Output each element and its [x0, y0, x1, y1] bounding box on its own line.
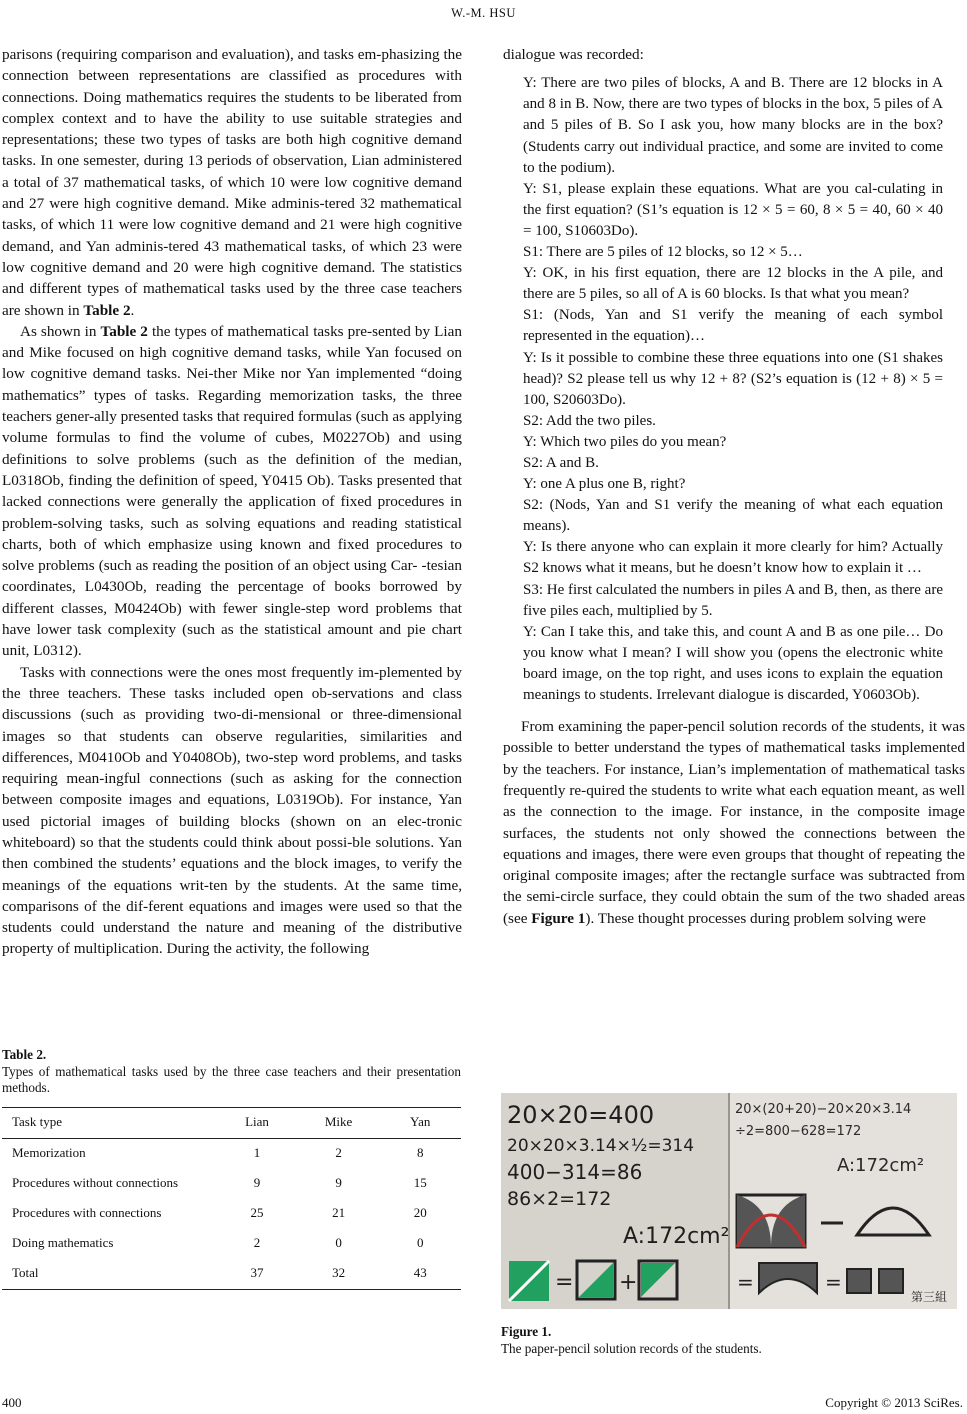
body-paragraph: parisons (requiring comparison and evaluation), and tasks em-phasizing the connection between representations are classified as procedures with connections. Doing mathematics requires the students to be liberated from complex context and to have the ability to use suitable strategies and representations; these two types of tasks are both high cognitive demand tasks. In one semester, during 13 periods of observation, Lian administered a total of 37 mathematical tasks, of which 10 were low cognitive demand and 27 were high cognitive demand. Mike adminis-tered 32 mathematical tasks, of which 11 were low cognitive demand and 21 were high cognitive demand, and Yan adminis-tered 43 mathematical tasks, of which 23 were low cognitive demand and 20 were high cognitive demand. The statistics and different types of mathematical tasks used by the three case teachers are shown in Table 2.: [2, 46, 462, 319]
table-cell: 9: [335, 1175, 342, 1191]
table-header-row: [2, 1107, 461, 1138]
dialogue-line: S1: (Nods, Yan and S1 verify the meaning of each symbol represented in the equation)…: [523, 307, 943, 345]
dialogue-line: S1: There are 5 piles of 12 blocks, so 12 × 5…: [523, 244, 803, 261]
table-cell: 21: [332, 1205, 346, 1221]
dialogue-block: [523, 73, 943, 706]
handwritten-equation: 20×20=400: [507, 1101, 655, 1129]
dialogue-line: Y: Can I take this, and take this, and count A and B as one pile… Do you know what I mean? I will show you (opens the electronic white board image, on the top right, and uses icons to explain the equation meanings to students. Irrelevant dialogue is discarded, Y0603Ob).: [523, 623, 943, 704]
table-cell: Doing mathematics: [12, 1235, 114, 1251]
column-header: Mike: [324, 1114, 353, 1130]
dialogue-line: S2: Add the two piles.: [523, 412, 656, 429]
table-cell: 0: [335, 1235, 342, 1251]
figure-description: The paper-pencil solution records of the students.: [501, 1341, 762, 1356]
handwritten-answer: A:172cm²: [623, 1224, 730, 1249]
figure-caption: [501, 1323, 762, 1357]
handwritten-equation: ÷2=800−628=172: [735, 1124, 862, 1139]
table-cell: 20: [413, 1205, 427, 1221]
table-cell: Procedures without connections: [12, 1175, 179, 1191]
figure-label: Figure 1.: [501, 1324, 552, 1339]
table-cell: 32: [332, 1265, 346, 1281]
data-table: [2, 1107, 461, 1290]
table-row: [2, 1199, 461, 1229]
page-number: 400: [2, 1395, 22, 1410]
table-cell: 43: [413, 1265, 427, 1281]
dialogue-line: Y: S1, please explain these equations. What are you cal-culating in the first equation? (S1’s equation is 12 × 5 = 60, 8 × 5 = 40, 60 × 40 = 100, S10603Do).: [523, 180, 943, 239]
svg-text:=: =: [825, 1270, 842, 1294]
handwritten-equation: 86×2=172: [507, 1188, 612, 1210]
handwritten-equation: 20×(20+20)−20×20×3.14: [735, 1102, 912, 1117]
left-column: [2, 44, 462, 960]
copyright-notice: Copyright © 2013 SciRes.: [825, 1395, 963, 1410]
svg-text:=: =: [555, 1270, 574, 1295]
table-cell: 8: [416, 1145, 424, 1161]
column-header: Yan: [410, 1114, 431, 1130]
table-cell: Total: [12, 1265, 39, 1281]
svg-text:+: +: [619, 1270, 638, 1295]
body-paragraph: Tasks with connections were the ones most frequently im-plemented by the three teachers. These tasks included open ob-servations and class discussions (such as providing two-di-mensional or three-dimensional images so that students can observe regularities, similarities and differences, M0410Ob and Y0408Ob), two-step word problems, and tasks requiring mean-ingful connections (such as asking for the connection between composite images and equations, L0319Ob). For instance, Yan used pictorial images of building blocks (shown on an elec-tronic whiteboard) so that the students could think about possi-ble solutions. Yan then combined the students’ equations and the block images, to verify the meanings of the equations writ-ten by the students. At the same time, comparisons of the dif-ferent equations and images were used so that the students could understand the nature and meaning of the distributive property of multiplication. During the activity, the following: [2, 663, 462, 958]
table-cell: Memorization: [12, 1145, 86, 1161]
handwritten-equation: 400−314=86: [507, 1160, 643, 1184]
dialogue-line: Y: one A plus one B, right?: [523, 476, 686, 493]
table-cell: Procedures with connections: [12, 1205, 162, 1221]
table-cell: 0: [416, 1235, 424, 1251]
table-cell: 25: [250, 1205, 264, 1221]
column-header: Task type: [12, 1114, 62, 1130]
table-caption: [2, 1047, 461, 1097]
figure-1-photo: [501, 1093, 957, 1309]
dialogue-line: Y: Which two piles do you mean?: [523, 433, 727, 450]
table-cell: 1: [253, 1145, 261, 1161]
table-row: [2, 1138, 461, 1169]
table-cell: 37: [250, 1265, 264, 1281]
running-head: W.-M. HSU: [451, 6, 516, 20]
dialogue-line: S2: (Nods, Yan and S1 verify the meaning of what each equation means).: [523, 497, 943, 535]
table-row: [2, 1169, 461, 1199]
table-cell: 2: [335, 1145, 342, 1161]
right-column: [503, 44, 965, 929]
dialogue-line: S3: He first calculated the numbers in piles A and B, then, as there are five piles each, multiplied by 5.: [523, 581, 943, 619]
table-row: [2, 1229, 461, 1259]
group-label: 第三組: [911, 1290, 948, 1304]
dialogue-line: Y: There are two piles of blocks, A and B. There are 12 blocks in A and 8 in B. Now, there are two types of blocks in the box, 5 piles of A and 5 piles of B. So I ask you, how many blocks are in the box? (Students carry out individual practice, and some are invited to come to the podium).: [523, 75, 943, 176]
table-description: Types of mathematical tasks used by the three case teachers and their presentation methods.: [2, 1063, 461, 1095]
table-2: [2, 1047, 461, 1290]
column-header: Lian: [245, 1114, 269, 1130]
table-row: [2, 1259, 461, 1290]
dialogue-line: Y: OK, in his first equation, there are 12 blocks in the A pile, and there are 5 piles, so all of A is 60 blocks. Is that what you mean?: [523, 265, 943, 303]
body-paragraph: From examining the paper-pencil solution records of the students, it was possible to better understand the types of mathematical tasks implemented by the teachers. For instance, Lian’s implementation of mathematical tasks frequently re-quired the students to write what each equation meant, as well as the connection to the image. For instance, in the composite image surfaces, the students not only showed the connections between the equations and images, there were even groups that thought of repeating the original composite images; after the rectangle surface was subtracted from the semi-circle surface, they could obtain the sum of the two shaded areas (see Figure 1). These thought processes during problem solving were: [503, 718, 965, 927]
dialogue-line: Y: Is it possible to combine these three equations into one (S1 shakes head)? S2 please tell us why 12 + 8? (S2’s equation is (12 + 8) × 5 = 100, S20603Do).: [523, 349, 943, 408]
body-paragraph: As shown in Table 2 the types of mathematical tasks pre-sented by Lian and Mike focused on high cognitive demand tasks, while Yan focused on low cognitive demand tasks. Nei-ther Mike nor Yan implemented “doing mathematics” types of tasks. Regarding memorization tasks, the three teachers gener-ally presented tasks that required formulas (such as applying volume formulas to find the volume of cubes, M0227Ob) and using definitions to solve problems (such as the definition of the median, L0318Ob, finding the definition of speed, Y0415 Ob). Tasks presented that lacked connections were generally the application of fixed procedures in problem-solving tasks, such as solving equations and reading statistical charts, both of which emphasize using known and fixed procedures to solve problems (such as reading the position of an object using Car- -tesian coordinates, L0430Ob, reading the percentage of books borrowed by different classes, M0424Ob) with fewer single-step word problems that have lower task complexity (such as the statistical amount and pie chart unit, L0312).: [2, 322, 462, 660]
handwritten-answer: A:172cm²: [837, 1155, 925, 1176]
dialogue-line: Y: Is there anyone who can explain it more clearly for him? Actually S2 knows what it means, but he doesn’t know how to explain it …: [523, 539, 943, 577]
table-label: Table 2.: [2, 1047, 47, 1062]
table-cell: 2: [253, 1235, 261, 1251]
dialogue-line: S2: A and B.: [523, 454, 599, 471]
svg-text:=: =: [737, 1270, 754, 1294]
handwritten-equation: 20×20×3.14×½=314: [507, 1136, 695, 1156]
dialogue-intro: dialogue was recorded:: [503, 46, 644, 63]
table-cell: 9: [253, 1175, 261, 1191]
table-cell: 15: [413, 1175, 427, 1191]
